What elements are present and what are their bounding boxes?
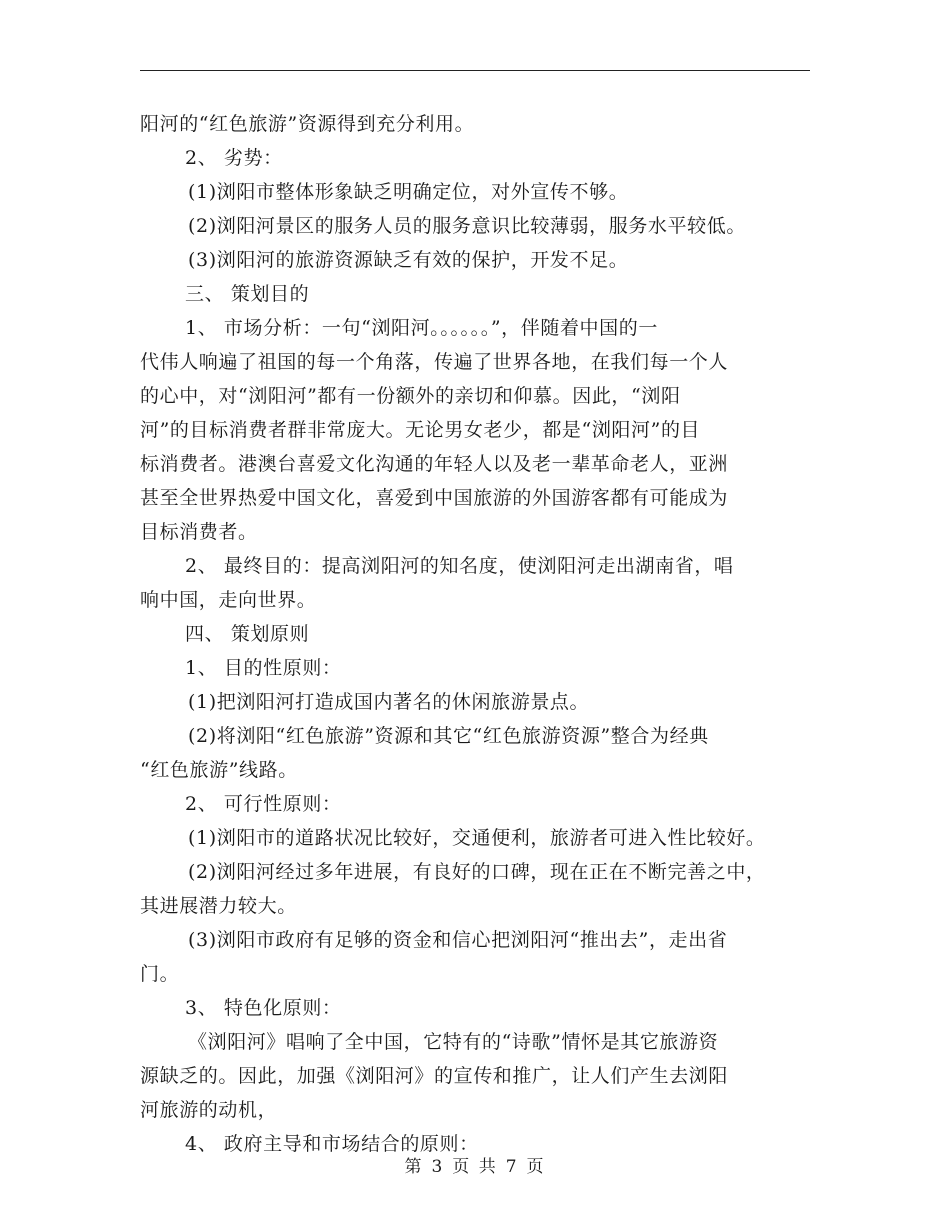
total-pages-number: 7: [505, 1157, 519, 1177]
text-line: (2)将浏阳“红色旅游”资源和其它“红色旅游资源”整合为经典: [188, 725, 709, 747]
text-line: 三、 策划目的: [185, 283, 310, 305]
text-line: (3)浏阳河的旅游资源缺乏有效的保护，开发不足。: [188, 249, 629, 271]
text-line: (1)把浏阳河打造成国内著名的休闲旅游景点。: [188, 691, 590, 713]
text-line: 代伟人响遍了祖国的每一个角落，传遍了世界各地，在我们每一个人: [140, 351, 729, 373]
text-line: 3、 特色化原则：: [185, 997, 342, 1019]
text-line: 河旅游的动机，: [140, 1099, 278, 1121]
document-body: [140, 107, 825, 1161]
text-line: 4、 政府主导和市场结合的原则：: [185, 1133, 479, 1155]
text-line: 响中国，走向世界。: [140, 589, 317, 611]
text-line: (3)浏阳市政府有足够的资金和信心把浏阳河“推出去”，走出省: [188, 929, 728, 951]
text-line: 目标消费者。: [140, 521, 258, 543]
current-page-number: 3: [431, 1157, 445, 1177]
text-line: 其进展潜力较大。: [140, 895, 297, 917]
text-line: 2、 最终目的：提高浏阳河的知名度，使浏阳河走出湖南省，唱: [185, 555, 734, 577]
footer-suffix: 页: [526, 1157, 546, 1177]
text-line: 1、 目的性原则：: [185, 657, 342, 679]
text-line: 《浏阳河》唱响了全中国，它特有的“诗歌”情怀是其它旅游资: [188, 1031, 719, 1053]
header-rule: [140, 70, 810, 71]
text-line: 门。: [140, 963, 180, 985]
text-line: 的心中，对“浏阳河”都有一份额外的亲切和仰慕。因此，“浏阳: [140, 385, 681, 407]
footer-prefix: 第: [404, 1157, 424, 1177]
text-line: 2、 劣势：: [185, 147, 283, 169]
text-line: 阳河的“红色旅游”资源得到充分利用。: [140, 113, 475, 135]
text-line: 1、 市场分析：一句“浏阳河。。。。。。”，伴随着中国的一: [185, 317, 658, 339]
text-line: (1)浏阳市的道路状况比较好，交通便利，旅游者可进入性比较好。: [188, 827, 766, 849]
text-line: (2)浏阳河经过多年进展，有良好的口碑，现在正在不断完善之中，: [188, 861, 766, 883]
text-line: (1)浏阳市整体形象缺乏明确定位，对外宣传不够。: [188, 181, 629, 203]
text-line: 标消费者。港澳台喜爱文化沟通的年轻人以及老一辈革命老人，亚洲: [140, 453, 729, 475]
text-line: 2、 可行性原则：: [185, 793, 342, 815]
text-line: 河”的目标消费者群非常庞大。无论男女老少，都是“浏阳河”的目: [140, 419, 701, 441]
text-line: 甚至全世界热爱中国文化，喜爱到中国旅游的外国游客都有可能成为: [140, 487, 729, 509]
page-footer: [0, 1152, 950, 1177]
text-line: (2)浏阳河景区的服务人员的服务意识比较薄弱，服务水平较低。: [188, 215, 746, 237]
text-line: 四、 策划原则: [185, 623, 310, 645]
text-line: “红色旅游”线路。: [140, 759, 298, 781]
text-line: 源缺乏的。因此，加强《浏阳河》的宣传和推广，让人们产生去浏阳: [140, 1065, 729, 1087]
footer-middle: 页 共: [452, 1157, 498, 1177]
